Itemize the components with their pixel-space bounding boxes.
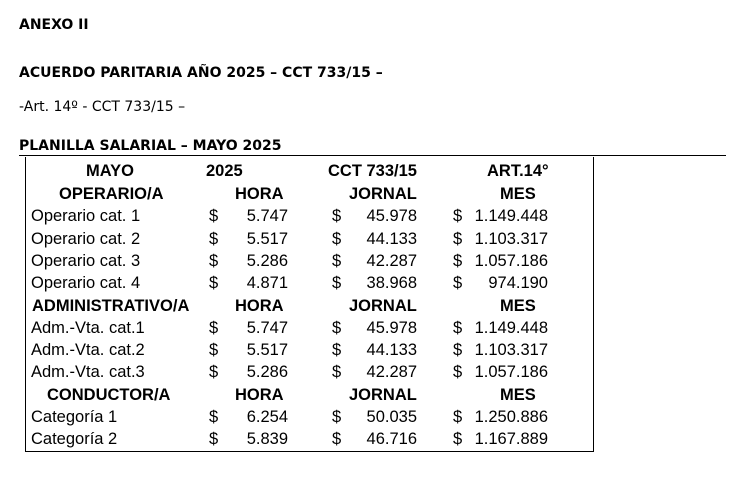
salary-table (25, 157, 594, 452)
currency-symbol: $ (209, 318, 219, 337)
agreement-title: ACUERDO PARITARIA AÑO 2025 – CCT 733/15 – (19, 65, 383, 81)
mes-value: 1.149.448 (474, 318, 548, 337)
currency-symbol: $ (209, 341, 219, 360)
hora-value: 5.747 (246, 318, 288, 337)
table-row (26, 317, 593, 339)
table-row (26, 205, 593, 227)
article-reference: -Art. 14º - CCT 733/15 – (19, 99, 186, 115)
section-hora-label: HORA (235, 385, 284, 404)
currency-symbol: $ (209, 207, 219, 226)
section-header-row (26, 384, 593, 406)
mes-value: 1.149.448 (474, 207, 548, 226)
mes-value: 1.167.889 (474, 430, 548, 449)
section-jornal-label: JORNAL (349, 296, 417, 315)
table-row (26, 406, 593, 428)
hora-value: 5.286 (246, 251, 288, 270)
jornal-value: 44.133 (366, 341, 417, 360)
jornal-value: 42.287 (366, 251, 417, 270)
jornal-value: 45.978 (366, 207, 417, 226)
jornal-value: 42.287 (366, 363, 417, 382)
currency-symbol: $ (332, 274, 342, 293)
section-hora-label: HORA (235, 185, 284, 203)
table-header-row (26, 160, 593, 182)
currency-symbol: $ (453, 274, 463, 293)
table-row (26, 228, 593, 250)
currency-symbol: $ (453, 341, 463, 360)
row-label: Categoría 1 (31, 408, 118, 426)
row-label: Operario cat. 3 (31, 251, 141, 270)
row-label: Operario cat. 1 (31, 207, 141, 226)
currency-symbol: $ (209, 229, 219, 248)
currency-symbol: $ (332, 341, 342, 360)
jornal-value: 38.968 (366, 274, 417, 293)
currency-symbol: $ (332, 251, 342, 270)
section-jornal-label: JORNAL (349, 385, 417, 404)
hora-value: 6.254 (246, 408, 288, 426)
currency-symbol: $ (453, 251, 463, 270)
currency-symbol: $ (453, 363, 463, 382)
hora-value: 5.517 (246, 341, 288, 360)
annex-title: ANEXO II (19, 17, 89, 33)
mes-value: 1.103.317 (474, 341, 548, 360)
currency-symbol: $ (332, 430, 342, 449)
currency-symbol: $ (332, 229, 342, 248)
col-year: 2025 (206, 162, 243, 180)
row-label: Operario cat. 2 (31, 229, 141, 248)
currency-symbol: $ (332, 363, 342, 382)
currency-symbol: $ (453, 408, 463, 426)
currency-symbol: $ (209, 251, 219, 270)
row-label: Categoría 2 (31, 430, 118, 449)
table-row (26, 361, 593, 383)
section-jornal-label: JORNAL (349, 185, 417, 203)
jornal-value: 45.978 (366, 318, 417, 337)
row-label: Adm.-Vta. cat.1 (31, 318, 145, 337)
currency-symbol: $ (332, 207, 342, 226)
table-row (26, 428, 593, 450)
section-title: ADMINISTRATIVO/A (32, 296, 190, 315)
jornal-value: 44.133 (366, 229, 417, 248)
planilla-title: PLANILLA SALARIAL – MAYO 2025 (19, 138, 282, 154)
table-row (26, 272, 593, 294)
col-article: ART.14° (487, 162, 549, 180)
section-mes-label: MES (500, 296, 536, 315)
currency-symbol: $ (209, 430, 219, 449)
currency-symbol: $ (453, 229, 463, 248)
table-row (26, 339, 593, 361)
currency-symbol: $ (209, 363, 219, 382)
mes-value: 1.057.186 (474, 251, 548, 270)
section-mes-label: MES (500, 185, 536, 203)
currency-symbol: $ (453, 207, 463, 226)
hora-value: 5.839 (246, 430, 288, 449)
col-month: MAYO (86, 162, 134, 180)
mes-value: 1.057.186 (474, 363, 548, 382)
jornal-value: 50.035 (366, 408, 417, 426)
currency-symbol: $ (453, 430, 463, 449)
row-label: Operario cat. 4 (31, 274, 141, 293)
currency-symbol: $ (332, 408, 342, 426)
hora-value: 5.747 (246, 207, 288, 226)
row-label: Adm.-Vta. cat.3 (31, 363, 145, 382)
section-header-row (26, 295, 593, 317)
row-label: Adm.-Vta. cat.2 (31, 341, 145, 360)
section-mes-label: MES (500, 385, 536, 404)
section-title: OPERARIO/A (59, 185, 164, 203)
section-title: CONDUCTOR/A (47, 385, 171, 404)
title-underline (19, 155, 726, 156)
section-hora-label: HORA (235, 296, 284, 315)
currency-symbol: $ (209, 274, 219, 293)
currency-symbol: $ (453, 318, 463, 337)
section-header-row (26, 183, 593, 205)
col-cct: CCT 733/15 (328, 162, 417, 180)
hora-value: 5.286 (246, 363, 288, 382)
jornal-value: 46.716 (366, 430, 417, 449)
mes-value: 1.103.317 (474, 229, 548, 248)
hora-value: 4.871 (246, 274, 288, 293)
mes-value: 974.190 (488, 274, 548, 293)
currency-symbol: $ (332, 318, 342, 337)
currency-symbol: $ (209, 408, 219, 426)
mes-value: 1.250.886 (474, 408, 548, 426)
hora-value: 5.517 (246, 229, 288, 248)
table-row (26, 250, 593, 272)
